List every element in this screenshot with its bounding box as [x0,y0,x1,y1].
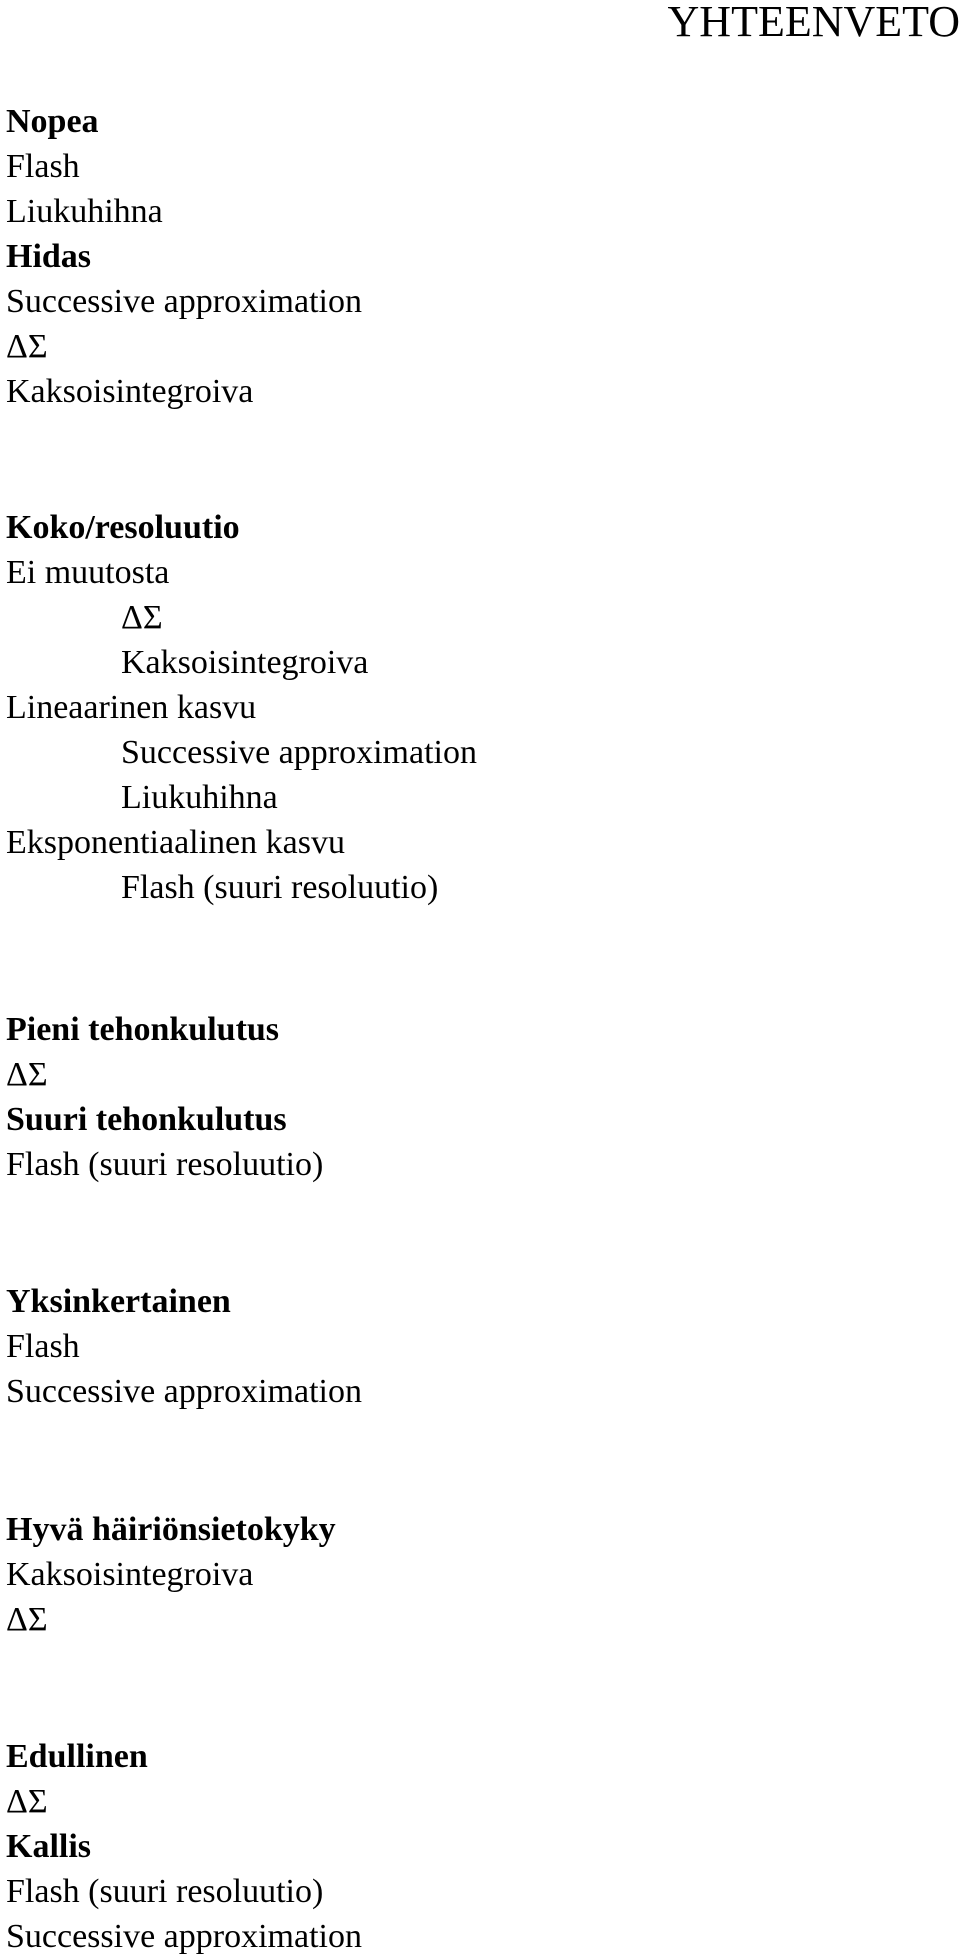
size-linear-sar: Successive approximation [121,734,477,771]
size-linear-pipeline: Liukuhihna [121,779,278,816]
heading-size-resolution: Koko/resoluutio [6,509,240,546]
expensive-sar: Successive approximation [6,1918,362,1955]
simple-sar: Successive approximation [6,1373,362,1410]
slow-item-sar: Successive approximation [6,283,362,320]
heading-simple: Yksinkertainen [6,1283,231,1320]
fast-item-flash: Flash [6,148,80,185]
noise-delta-sigma: ΔΣ [6,1601,48,1638]
slow-item-dual-slope: Kaksoisintegroiva [6,373,254,410]
cheap-delta-sigma: ΔΣ [6,1783,48,1820]
size-no-change-delta-sigma: ΔΣ [121,599,163,636]
heading-expensive: Kallis [6,1828,92,1865]
heading-low-power: Pieni tehonkulutus [6,1011,280,1048]
expensive-flash: Flash (suuri resoluutio) [6,1873,324,1910]
size-no-change-dual-slope: Kaksoisintegroiva [121,644,369,681]
page-title: YHTEENVETO [667,0,960,46]
size-exponential-flash: Flash (suuri resoluutio) [121,869,439,906]
heading-high-power: Suuri tehonkulutus [6,1101,287,1138]
high-power-flash: Flash (suuri resoluutio) [6,1146,324,1183]
low-power-delta-sigma: ΔΣ [6,1056,48,1093]
size-exponential: Eksponentiaalinen kasvu [6,824,345,861]
simple-flash: Flash [6,1328,80,1365]
heading-noise-immunity: Hyvä häiriönsietokyky [6,1511,336,1548]
heading-cheap: Edullinen [6,1738,148,1775]
fast-item-pipeline: Liukuhihna [6,193,163,230]
size-no-change: Ei muutosta [6,554,170,591]
heading-slow: Hidas [6,238,92,275]
heading-fast: Nopea [6,103,99,140]
slow-item-delta-sigma: ΔΣ [6,328,48,365]
size-linear: Lineaarinen kasvu [6,689,257,726]
noise-dual-slope: Kaksoisintegroiva [6,1556,254,1593]
